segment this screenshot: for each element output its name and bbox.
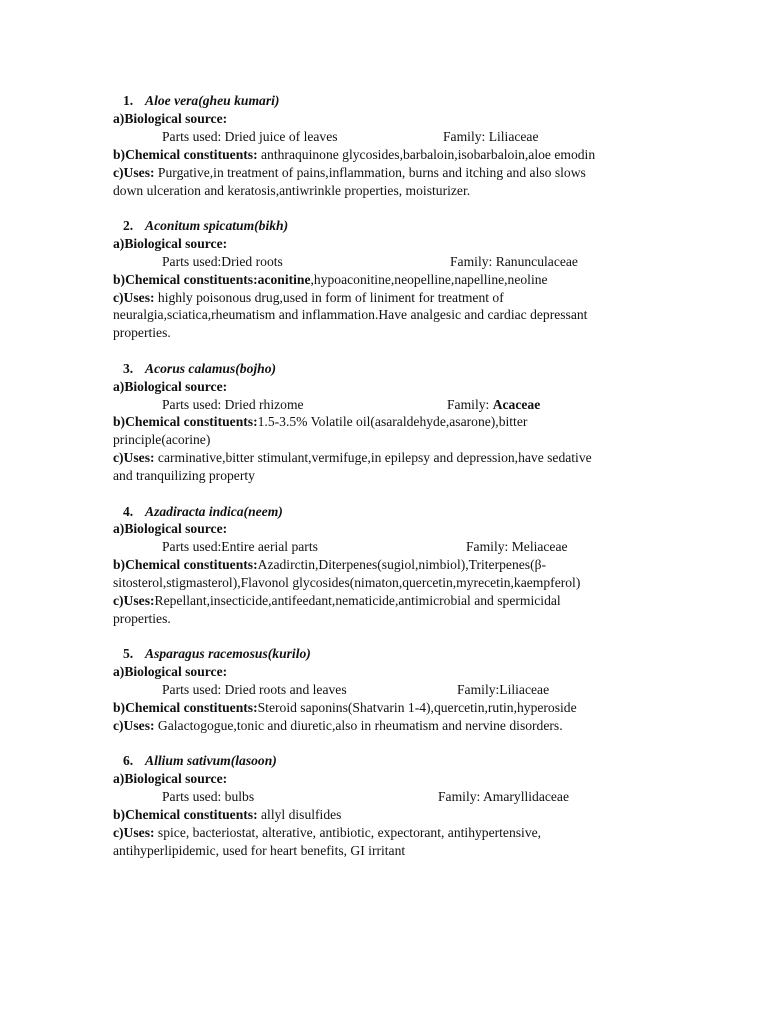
chemical-constituents-line: principle(acorine) <box>113 432 211 448</box>
entry-title: Acorus calamus(bojho) <box>145 360 277 376</box>
entry-5 <box>113 645 653 735</box>
family-name: Acaceae <box>492 396 541 412</box>
entry-title: Asparagus racemosus(kurilo) <box>145 646 311 662</box>
biological-source-label: a)Biological source: <box>113 378 228 394</box>
uses-line: down ulceration and keratosis,antiwrinkle properties, moisturizer. <box>113 182 471 198</box>
chemical-constituents <box>113 556 653 574</box>
entry-2 <box>113 217 653 342</box>
chemical-constituents-text: allyl disulfides <box>257 807 342 823</box>
family: Family: Amaryllidaceae <box>438 789 569 805</box>
chemical-constituents-text: 1.5-3.5% Volatile oil(asaraldehyde,asarone),bitter <box>257 414 528 430</box>
chemical-constituents-highlight: aconitine <box>257 271 311 287</box>
uses <box>113 289 653 307</box>
document <box>113 92 653 877</box>
parts-used-row <box>113 538 653 556</box>
biological-source-label: a)Biological source: <box>113 664 228 680</box>
family-label: Family: <box>447 396 493 412</box>
entry-number: 2. <box>123 217 134 233</box>
uses <box>113 449 653 467</box>
parts-used: Parts used: Dried rhizome <box>162 396 304 412</box>
chemical-constituents-text: anthraquinone glycosides,barbaloin,isobarbaloin,aloe emodin <box>257 146 596 162</box>
uses-label: c)Uses: <box>113 718 155 734</box>
uses-label: c)Uses: <box>113 593 155 609</box>
chemical-constituents-label: b)Chemical constituents: <box>113 700 258 716</box>
entry-heading <box>113 217 653 235</box>
entry-number: 4. <box>123 503 134 519</box>
chemical-constituents-label: b)Chemical constituents: <box>113 414 258 430</box>
chemical-constituents-text: Steroid saponins(Shatvarin 1-4),quercetin,rutin,hyperoside <box>257 700 577 716</box>
uses <box>113 592 653 610</box>
chemical-constituents <box>113 806 653 824</box>
uses-line: spice, bacteriostat, alterative, antibiotic, expectorant, antihypertensive, <box>154 825 542 841</box>
family: Family: Liliaceae <box>443 128 539 144</box>
entry-title: Aconitum spicatum(bikh) <box>145 217 289 233</box>
parts-used: Parts used:Entire aerial parts <box>162 539 318 555</box>
chemical-constituents-label: b)Chemical constituents: <box>113 557 258 573</box>
chemical-constituents-label: b)Chemical constituents: <box>113 807 258 823</box>
family: Family: Ranunculaceae <box>450 253 578 269</box>
parts-used-row <box>113 128 653 146</box>
entry-number: 3. <box>123 360 134 376</box>
parts-used-row <box>113 788 653 806</box>
entry-heading <box>113 360 653 378</box>
entry-number: 6. <box>123 753 134 769</box>
chemical-constituents-label: b)Chemical constituents: <box>113 271 258 287</box>
biological-source-label: a)Biological source: <box>113 521 228 537</box>
entry-1 <box>113 92 653 199</box>
chemical-constituents <box>113 699 653 717</box>
entry-4 <box>113 503 653 628</box>
parts-used-row <box>113 681 653 699</box>
parts-used-row <box>113 253 653 271</box>
uses-line: properties. <box>113 611 171 626</box>
entry-heading <box>113 503 653 521</box>
entry-title: Aloe vera(gheu kumari) <box>145 93 280 108</box>
uses-line: Repellant,insecticide,antifeedant,nematicide,antimicrobial and spermicidal <box>154 593 561 609</box>
uses-label: c)Uses: <box>113 164 155 180</box>
uses-label: c)Uses: <box>113 450 155 466</box>
uses <box>113 824 653 842</box>
family: Family:Liliaceae <box>457 682 550 698</box>
uses <box>113 164 653 182</box>
uses-line: antihyperlipidemic, used for heart benefits, GI irritant <box>113 842 406 858</box>
uses-line: carminative,bitter stimulant,vermifuge,in epilepsy and depression,have sedative <box>154 450 592 466</box>
entry-heading <box>113 92 653 110</box>
chemical-constituents <box>113 146 653 164</box>
chemical-constituents-line: sitosterol,stigmasterol),Flavonol glycosides(nimaton,quercetin,myrecetin,kaempferol) <box>113 575 581 591</box>
chemical-constituents <box>113 413 653 431</box>
biological-source-label: a)Biological source: <box>113 110 228 126</box>
entry-title: Azadiracta indica(neem) <box>145 503 283 519</box>
parts-used: Parts used: Dried roots and leaves <box>162 682 347 698</box>
family: Family: Meliaceae <box>466 539 568 555</box>
parts-used: Parts used: bulbs <box>162 789 255 805</box>
uses-label: c)Uses: <box>113 289 155 305</box>
entry-title: Allium sativum(lasoon) <box>145 753 277 769</box>
entry-6 <box>113 752 653 859</box>
family <box>447 396 540 414</box>
uses-line: Galactogogue,tonic and diuretic,also in rheumatism and nervine disorders. <box>154 718 563 734</box>
chemical-constituents-text: ,hypoaconitine,neopelline,napelline,neoline <box>310 271 548 287</box>
biological-source-label: a)Biological source: <box>113 235 228 251</box>
uses-label: c)Uses: <box>113 825 155 841</box>
parts-used-row <box>113 396 653 414</box>
uses-line: and tranquilizing property <box>113 468 255 484</box>
uses-line: Purgative,in treatment of pains,inflammation, burns and itching and also slows <box>154 164 586 180</box>
chemical-constituents-label: b)Chemical constituents: <box>113 146 258 162</box>
chemical-constituents-text: Azadirctin,Diterpenes(sugiol,nimbiol),Triterpenes(β- <box>257 557 547 573</box>
entry-heading <box>113 645 653 663</box>
entry-heading <box>113 752 653 770</box>
entry-number: 5. <box>123 646 134 662</box>
chemical-constituents <box>113 271 653 289</box>
entry-number: 1. <box>123 93 134 108</box>
parts-used: Parts used:Dried roots <box>162 253 283 269</box>
parts-used: Parts used: Dried juice of leaves <box>162 128 338 144</box>
uses-line: highly poisonous drug,used in form of liniment for treatment of <box>154 289 504 305</box>
uses-line: neuralgia,sciatica,rheumatism and inflammation.Have analgesic and cardiac depressant <box>113 307 588 323</box>
entry-3 <box>113 360 653 485</box>
biological-source-label: a)Biological source: <box>113 771 228 787</box>
uses <box>113 717 653 735</box>
uses-line: properties. <box>113 325 171 341</box>
